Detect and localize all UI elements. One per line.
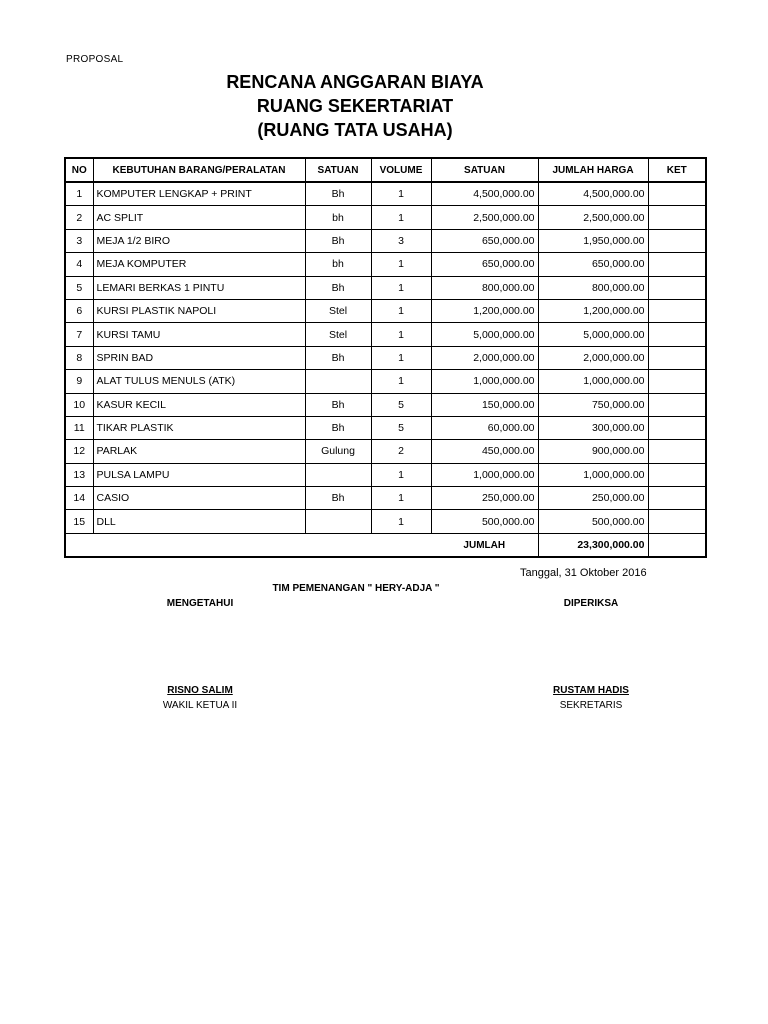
cell-no: 7 (65, 323, 93, 346)
cell-unit-price: 650,000.00 (431, 253, 538, 276)
cell-unit-price: 150,000.00 (431, 393, 538, 416)
cell-ket (648, 206, 706, 229)
signature-left-role: MENGETAHUI (166, 598, 234, 609)
cell-unit-price: 1,000,000.00 (431, 370, 538, 393)
table-row (65, 346, 706, 369)
cell-no: 6 (65, 299, 93, 322)
cell-unit: Bh (305, 182, 371, 206)
cell-volume: 1 (371, 299, 431, 322)
total-ket-cell (648, 533, 706, 557)
cell-no: 15 (65, 510, 93, 533)
table-row (65, 206, 706, 229)
table-row (65, 182, 706, 206)
cell-ket (648, 463, 706, 486)
cell-unit-price: 1,200,000.00 (431, 299, 538, 322)
cell-ket (648, 299, 706, 322)
cell-volume: 3 (371, 229, 431, 252)
cell-total: 750,000.00 (538, 393, 648, 416)
cell-item: KURSI PLASTIK NAPOLI (93, 299, 305, 322)
cell-unit: bh (305, 206, 371, 229)
cell-unit-price: 800,000.00 (431, 276, 538, 299)
total-value: 23,300,000.00 (538, 533, 648, 557)
cell-total: 4,500,000.00 (538, 182, 648, 206)
cell-item: SPRIN BAD (93, 346, 305, 369)
table-row (65, 440, 706, 463)
cell-unit-price: 650,000.00 (431, 229, 538, 252)
table-row (65, 253, 706, 276)
column-header-total: JUMLAH HARGA (538, 158, 648, 182)
cell-unit: Stel (305, 323, 371, 346)
column-header-no: NO (65, 158, 93, 182)
cell-no: 2 (65, 206, 93, 229)
cell-total: 300,000.00 (538, 416, 648, 439)
cell-no: 13 (65, 463, 93, 486)
cell-total: 2,000,000.00 (538, 346, 648, 369)
cell-unit: Gulung (305, 440, 371, 463)
signature-right-title (511, 598, 671, 609)
signature-left-position: WAKIL KETUA II (162, 700, 238, 711)
cell-unit-price: 250,000.00 (431, 487, 538, 510)
cell-no: 9 (65, 370, 93, 393)
cell-no: 5 (65, 276, 93, 299)
cell-volume: 1 (371, 510, 431, 533)
cell-volume: 1 (371, 487, 431, 510)
cell-unit: Bh (305, 416, 371, 439)
cell-item: PULSA LAMPU (93, 463, 305, 486)
document-subtitle: RUANG SEKERTARIAT (256, 96, 454, 116)
cell-item: TIKAR PLASTIK (93, 416, 305, 439)
cell-item: LEMARI BERKAS 1 PINTU (93, 276, 305, 299)
cell-volume: 1 (371, 370, 431, 393)
cell-volume: 1 (371, 346, 431, 369)
cell-unit-price: 60,000.00 (431, 416, 538, 439)
team-name: TIM PEMENANGAN " HERY-ADJA " (272, 583, 440, 594)
cell-unit-price: 450,000.00 (431, 440, 538, 463)
cell-volume: 1 (371, 206, 431, 229)
cell-item: KOMPUTER LENGKAP + PRINT (93, 182, 305, 206)
cell-unit (305, 463, 371, 486)
cell-total: 800,000.00 (538, 276, 648, 299)
cell-unit: Bh (305, 393, 371, 416)
signer-left-name: RISNO SALIM (167, 685, 233, 696)
table-row (65, 510, 706, 533)
document-date: Tanggal, 31 Oktober 2016 (520, 567, 647, 579)
column-header-item: KEBUTUHAN BARANG/PERALATAN (93, 158, 305, 182)
column-header-unit: SATUAN (305, 158, 371, 182)
cell-total: 2,500,000.00 (538, 206, 648, 229)
cell-item: KASUR KECIL (93, 393, 305, 416)
cell-volume: 2 (371, 440, 431, 463)
cell-total: 650,000.00 (538, 253, 648, 276)
signature-right-position: SEKRETARIS (559, 700, 623, 711)
total-blank-cell (305, 533, 371, 557)
cell-total: 500,000.00 (538, 510, 648, 533)
table-row (65, 276, 706, 299)
cell-no: 11 (65, 416, 93, 439)
cell-unit: Bh (305, 487, 371, 510)
cell-total: 1,950,000.00 (538, 229, 648, 252)
cell-no: 3 (65, 229, 93, 252)
table-row (65, 299, 706, 322)
signature-left-title (120, 598, 280, 609)
cell-ket (648, 393, 706, 416)
cell-no: 4 (65, 253, 93, 276)
cell-unit-price: 1,000,000.00 (431, 463, 538, 486)
table-row (65, 370, 706, 393)
total-blank-cell (65, 533, 93, 557)
cell-unit: Bh (305, 276, 371, 299)
table-row (65, 229, 706, 252)
proposal-label: PROPOSAL (66, 54, 124, 65)
document-subtitle-2: (RUANG TATA USAHA) (257, 120, 453, 140)
cell-unit-price: 4,500,000.00 (431, 182, 538, 206)
document-title: RENCANA ANGGARAN BIAYA (226, 72, 484, 92)
cell-item: AC SPLIT (93, 206, 305, 229)
cell-ket (648, 346, 706, 369)
cell-ket (648, 276, 706, 299)
cell-total: 900,000.00 (538, 440, 648, 463)
cell-item: CASIO (93, 487, 305, 510)
cell-volume: 1 (371, 182, 431, 206)
cell-item: MEJA 1/2 BIRO (93, 229, 305, 252)
cell-ket (648, 229, 706, 252)
cell-item: PARLAK (93, 440, 305, 463)
cell-ket (648, 416, 706, 439)
table-row (65, 323, 706, 346)
cell-unit: bh (305, 253, 371, 276)
cell-total: 1,000,000.00 (538, 370, 648, 393)
cell-total: 1,000,000.00 (538, 463, 648, 486)
cell-no: 12 (65, 440, 93, 463)
cell-item: KURSI TAMU (93, 323, 305, 346)
table-total-row (65, 533, 706, 557)
column-header-unit-price: SATUAN (431, 158, 538, 182)
cell-volume: 1 (371, 463, 431, 486)
cell-total: 1,200,000.00 (538, 299, 648, 322)
cell-ket (648, 440, 706, 463)
cell-unit: Stel (305, 299, 371, 322)
total-label: JUMLAH (431, 533, 538, 557)
cell-item: ALAT TULUS MENULS (ATK) (93, 370, 305, 393)
cell-no: 8 (65, 346, 93, 369)
table-row (65, 393, 706, 416)
cell-ket (648, 487, 706, 510)
cell-ket (648, 182, 706, 206)
column-header-ket: KET (648, 158, 706, 182)
cell-unit-price: 2,000,000.00 (431, 346, 538, 369)
cell-unit: Bh (305, 346, 371, 369)
cell-no: 10 (65, 393, 93, 416)
cell-volume: 1 (371, 323, 431, 346)
signature-right-name (511, 685, 671, 696)
cell-ket (648, 510, 706, 533)
cell-unit (305, 370, 371, 393)
total-blank-cell (371, 533, 431, 557)
budget-table (64, 157, 707, 558)
signer-right-name: RUSTAM HADIS (553, 685, 629, 696)
cell-no: 14 (65, 487, 93, 510)
cell-unit (305, 510, 371, 533)
cell-volume: 1 (371, 253, 431, 276)
cell-unit-price: 500,000.00 (431, 510, 538, 533)
cell-volume: 1 (371, 276, 431, 299)
cell-ket (648, 253, 706, 276)
table-row (65, 416, 706, 439)
cell-item: MEJA KOMPUTER (93, 253, 305, 276)
cell-item: DLL (93, 510, 305, 533)
cell-volume: 5 (371, 416, 431, 439)
table-header-row (65, 158, 706, 182)
cell-ket (648, 323, 706, 346)
cell-total: 5,000,000.00 (538, 323, 648, 346)
table-row (65, 487, 706, 510)
cell-unit-price: 2,500,000.00 (431, 206, 538, 229)
cell-unit-price: 5,000,000.00 (431, 323, 538, 346)
table-row (65, 463, 706, 486)
signature-left-name (120, 685, 280, 696)
signature-right-role: DIPERIKSA (563, 598, 619, 609)
cell-volume: 5 (371, 393, 431, 416)
cell-no: 1 (65, 182, 93, 206)
column-header-volume: VOLUME (371, 158, 431, 182)
total-blank-cell (93, 533, 305, 557)
cell-ket (648, 370, 706, 393)
cell-total: 250,000.00 (538, 487, 648, 510)
cell-unit: Bh (305, 229, 371, 252)
